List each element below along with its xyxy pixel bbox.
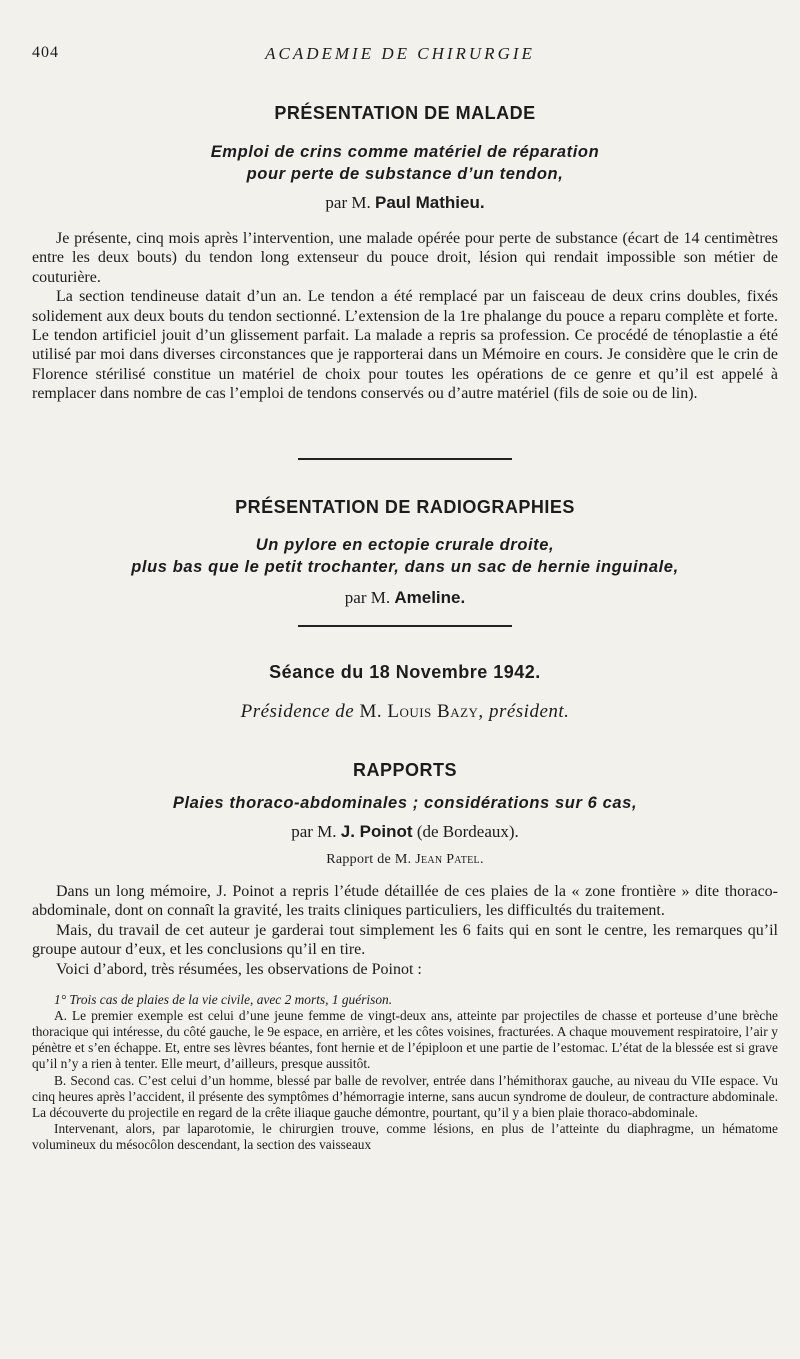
paragraph: Mais, du travail de cet auteur je garderai tout simplement les 6 faits qui en sont le centre, les remarques qu’il groupe autour d’eux, et les conclusions qu’il en tire. bbox=[32, 921, 778, 959]
rapport-prefix: Rapport de M. bbox=[326, 852, 412, 867]
section-presentation-malade bbox=[32, 103, 778, 404]
author-place: (de Bordeaux). bbox=[416, 822, 519, 841]
body-text bbox=[32, 229, 778, 404]
byline bbox=[32, 193, 778, 213]
seance-title: Séance du 18 Novembre 1942. bbox=[269, 662, 541, 682]
paragraph: Dans un long mémoire, J. Poinot a repris l’étude détaillée de ces plaies de la « zone frontière » dite thoraco-abdominale, dont on connaît la gravité, les traits cliniques particuliers, les difficultés du traitement. bbox=[32, 883, 778, 920]
author-name: J. Poinot bbox=[340, 822, 413, 841]
observations-subtitle: 1° Trois cas de plaies de la vie civile, avec 2 morts, 1 guérison. bbox=[54, 992, 393, 1008]
paragraph: Voici d’abord, très résumées, les observations de Poinot : bbox=[56, 960, 422, 978]
section-heading: PRÉSENTATION DE MALADE bbox=[274, 103, 536, 123]
presidence-prefix: Présidence de bbox=[240, 701, 355, 722]
page-number: 404 bbox=[32, 44, 59, 61]
section-rapports bbox=[32, 760, 778, 1153]
presidence-line bbox=[32, 701, 778, 723]
author-name: Paul Mathieu. bbox=[375, 193, 485, 212]
byline-prefix: par M. bbox=[344, 588, 391, 607]
article-title-line: Un pylore en ectopie crurale droite, bbox=[255, 536, 555, 554]
article-title bbox=[32, 534, 778, 578]
byline-prefix: par M. bbox=[291, 822, 337, 841]
observation-paragraph: Intervenant, alors, par laparotomie, le chirurgien trouve, comme lésions, en plus de l’atteinte du diaphragme, un hématome volumineux du mésocôlon descendant, la section des vaisseaux bbox=[32, 1120, 778, 1152]
journal-title: ACADEMIE DE CHIRURGIE bbox=[265, 44, 535, 63]
paragraph: La section tendineuse datait d’un an. Le tendon a été remplacé par un faisceau de deux crins doubles, fixés solidement aux deux bouts du tendon sectionné. L’extension de la 1re phalange du pouce a reparu complète et forte. Le tendon artificiel jouit d’un glissement parfait. La malade a repris sa profession. Ce procédé de ténoplastie a été utilisé par moi dans diverses circonstances que je rapporterai dans un Mémoire en cours. Je considère que le crin de Florence stérilisé constitue un matériel de choix pour toutes les opérations de ce genre et qu’il est appelé à remplacer dans nombre de cas l’emploi de tendons conservés ou d’autre matériel (fils de soie ou de lin). bbox=[32, 288, 778, 403]
body-text bbox=[32, 882, 778, 979]
presidence-suffix: président. bbox=[488, 701, 570, 722]
byline bbox=[32, 822, 778, 842]
running-head bbox=[0, 44, 800, 66]
separator-rule bbox=[32, 625, 778, 627]
article-title: Plaies thoraco-abdominales ; considérations sur 6 cas, bbox=[172, 794, 638, 812]
article-title-line: Emploi de crins comme matériel de réparation bbox=[210, 143, 600, 161]
article-title bbox=[32, 141, 778, 185]
observations bbox=[32, 992, 778, 1153]
observation-paragraph: B. Second cas. C’est celui d’un homme, blessé par balle de revolver, entrée dans l’hémithorax gauche, au niveau du VIIe espace. Vu cinq heures après l’accident, il présente des symptômes d’hémorragie interne, sans aucun syndrome de douleur, de contracture abdominale. La découverte du projectile en regard de la crête iliaque gauche démontre, pourtant, qu’il y a bien plaie thoraco-abdominale. bbox=[32, 1072, 778, 1120]
president-title: M. bbox=[359, 701, 383, 722]
separator-rule bbox=[32, 458, 778, 460]
article-title-line: pour perte de substance d’un tendon, bbox=[246, 165, 564, 183]
observation-paragraph: A. Le premier exemple est celui d’une jeune femme de vingt-deux ans, atteinte par projectiles de chasse et porteuse d’une brèche thoracique qui intéresse, du côté gauche, le 9e espace, en arrière, et les côtes voisines, fracturées. A chaque mouvement respiratoire, l’air y pénètre et s’en échappe. Et, entre ses lèvres béantes, font hernie et de l’épiploon et une partie de l’estomac. L’état de la blessée est si grave qu’il n’y a rien à tenter. Elle meurt, d’ailleurs, presque aussitôt. bbox=[32, 1008, 778, 1072]
rapport-name: Jean Patel. bbox=[415, 852, 484, 867]
rapport-by bbox=[32, 852, 778, 868]
paragraph: Je présente, cinq mois après l’intervention, une malade opérée pour perte de substance (écart de 14 centimètres entre les deux bouts) du tendon long extenseur du pouce droit, lésion qui rendait impossible son métier de couturière. bbox=[32, 230, 778, 286]
section-presentation-radiographies bbox=[32, 497, 778, 608]
article-title-line: plus bas que le petit trochanter, dans un sac de hernie inguinale, bbox=[131, 558, 679, 576]
section-heading: RAPPORTS bbox=[352, 760, 457, 780]
byline-prefix: par M. bbox=[325, 193, 371, 212]
seance-header bbox=[32, 662, 778, 723]
author-name: Ameline. bbox=[394, 588, 466, 607]
byline bbox=[32, 588, 778, 608]
section-heading: PRÉSENTATION DE RADIOGRAPHIES bbox=[235, 497, 575, 517]
president-name: Louis Bazy, bbox=[387, 701, 484, 722]
